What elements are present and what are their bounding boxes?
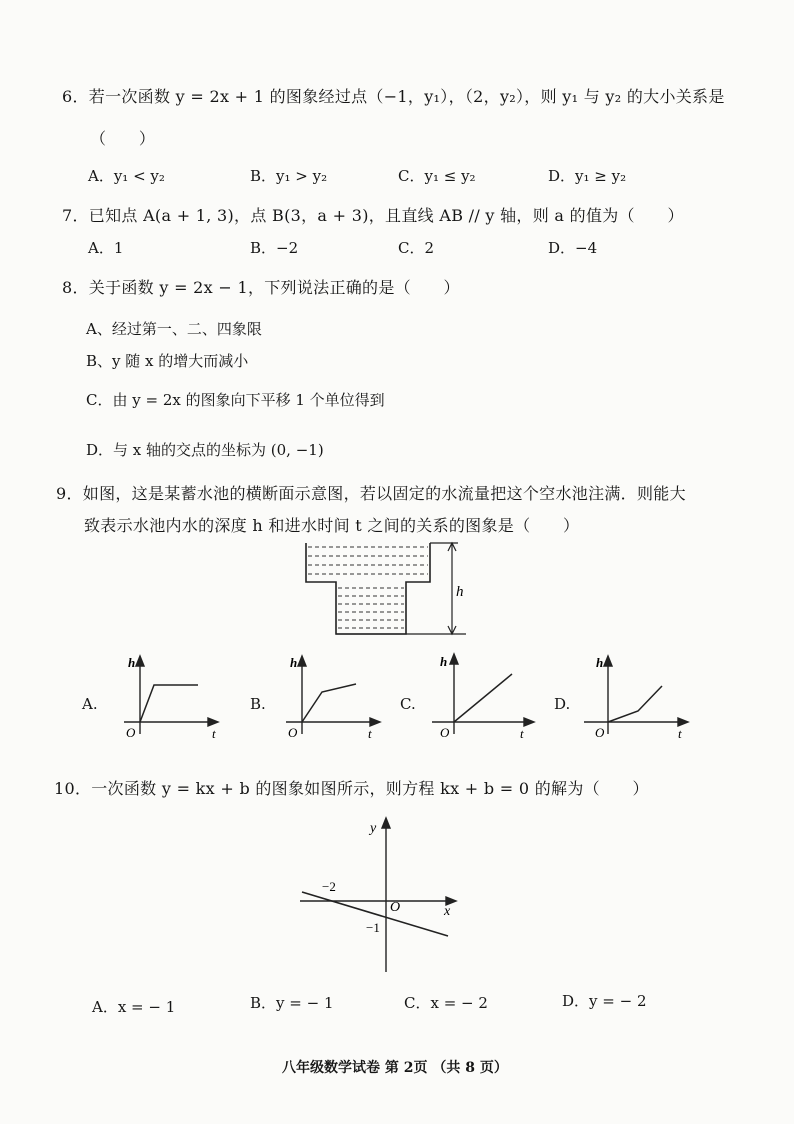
axis-t-label: t — [678, 726, 682, 741]
q9-graph-c-curve — [454, 674, 512, 722]
x-intercept-label: −2 — [322, 879, 336, 894]
axis-h-label: h — [596, 655, 604, 670]
q8-stem: 8．关于函数 y = 2x − 1，下列说法正确的是（ ） — [62, 278, 460, 297]
y-intercept-label: −1 — [366, 920, 380, 935]
q9-graph-a[interactable] — [112, 650, 224, 742]
origin-label: O — [390, 900, 401, 915]
origin-label: O — [288, 725, 298, 740]
q9-option-a[interactable]: A. — [82, 695, 98, 713]
q6-stem: 6．若一次函数 y = 2x + 1 的图象经过点（−1，y₁），（2，y₂），则 y₁ 与 y₂ 的大小关系是 — [62, 87, 725, 106]
page-footer: 八年级数学试卷 第 2页 （共 8 页） — [282, 1060, 508, 1076]
q7-option-c[interactable]: C．2 — [398, 239, 435, 257]
q8-option-d[interactable]: D．与 x 轴的交点的坐标为 (0, −1) — [86, 441, 324, 459]
q9-option-b[interactable]: B. — [250, 695, 266, 713]
q9-option-d[interactable]: D. — [554, 695, 571, 713]
q9-graph-b[interactable] — [274, 650, 386, 742]
q6-option-c[interactable]: C．y₁ ≤ y₂ — [398, 167, 476, 185]
q10-option-c[interactable]: C．x = − 2 — [404, 994, 488, 1012]
q9-stem-line1: 9．如图，这是某蓄水池的横断面示意图，若以固定的水流量把这个空水池注满．则能大 — [56, 484, 686, 503]
axis-y-label: y — [370, 821, 377, 836]
q9-graph-d[interactable] — [584, 650, 696, 742]
q6-option-a[interactable]: A．y₁ < y₂ — [88, 167, 165, 185]
q10-stem: 10．一次函数 y = kx + b 的图象如图所示，则方程 kx + b = 0 的解为（ ） — [54, 779, 649, 798]
axis-h-label: h — [290, 655, 298, 670]
q7-option-b[interactable]: B．−2 — [250, 239, 299, 257]
q9-stem-line2: 致表示水池内水的深度 h 和进水时间 t 之间的关系的图象是（ ） — [84, 516, 580, 535]
axis-t-label: t — [520, 726, 524, 741]
q10-option-d[interactable]: D．y = − 2 — [562, 992, 647, 1010]
q6-option-b[interactable]: B．y₁ > y₂ — [250, 167, 328, 185]
origin-label: O — [595, 725, 605, 740]
q9-graph-a-curve — [140, 685, 198, 722]
q8-option-a[interactable]: A、经过第一、二、四象限 — [86, 320, 262, 338]
q9-graph-c[interactable] — [428, 646, 540, 742]
q9-graph-b-curve — [302, 684, 356, 722]
q10-option-b[interactable]: B．y = − 1 — [250, 994, 334, 1012]
reservoir-diagram — [298, 538, 478, 640]
q9-graph-d-curve — [608, 686, 662, 722]
q9-option-c[interactable]: C. — [400, 695, 416, 713]
q6-answer-blank: （ ） — [90, 129, 156, 148]
origin-label: O — [126, 725, 136, 740]
axis-t-label: t — [212, 726, 216, 741]
axis-x-label: x — [444, 904, 451, 919]
axis-h-label: h — [440, 654, 448, 669]
q7-option-a[interactable]: A．1 — [88, 239, 124, 257]
origin-label: O — [440, 725, 450, 740]
q7-option-d[interactable]: D．−4 — [548, 239, 598, 257]
axis-t-label: t — [368, 726, 372, 741]
q8-option-c[interactable]: C．由 y = 2x 的图象向下平移 1 个单位得到 — [86, 391, 385, 409]
reservoir-height-label: h — [456, 584, 464, 600]
q10-option-a[interactable]: A．x = − 1 — [92, 998, 176, 1016]
q10-linear-graph — [296, 812, 466, 974]
q8-option-b[interactable]: B、y 随 x 的增大而减小 — [86, 352, 249, 370]
q6-option-d[interactable]: D．y₁ ≥ y₂ — [548, 167, 627, 185]
q7-stem: 7．已知点 A(a + 1, 3)，点 B(3，a + 3)，且直线 AB // y 轴，则 a 的值为（ ） — [62, 206, 684, 225]
axis-h-label: h — [128, 655, 136, 670]
